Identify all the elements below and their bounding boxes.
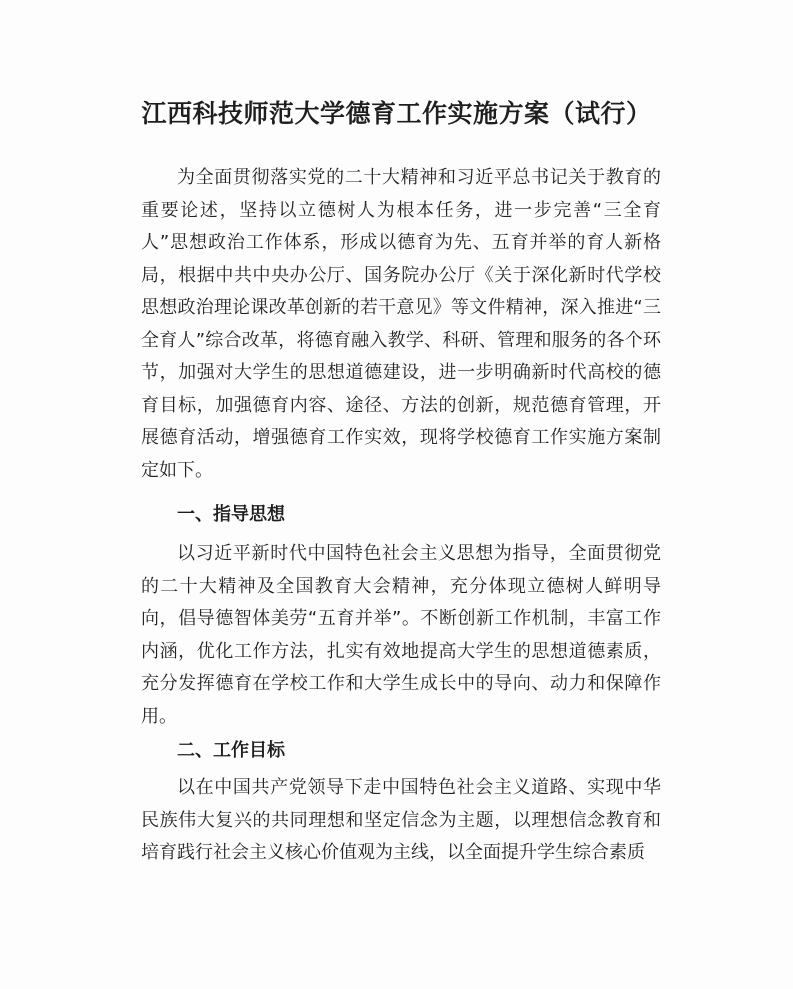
intro-paragraph: 为全面贯彻落实党的二十大精神和习近平总书记关于教育的重要论述，坚持以立德树人为根本任务，进一步完善“三全育人”思想政治工作体系，形成以德育为先、五育并举的育人新格局，根据中共中央办公厅、国务院办公厅《关于深化新时代学校思想政治理论课改革创新的若干意见》等文件精神，深入推进“三全育人”综合改革，将德育融入教学、科研、管理和服务的各个环节，加强对大学生的思想道德建设，进一步明确新时代高校的德育目标，加强德育内容、途径、方法的创新，规范德育管理，开展德育活动，增强德育工作实效，现将学校德育工作实施方案制定如下。 [141, 167, 661, 481]
document-title: 江西科技师范大学德育工作实施方案（试行） [141, 99, 652, 128]
section-paragraph-guiding-thought: 以习近平新时代中国特色社会主义思想为指导，全面贯彻党的二十大精神及全国教育大会精神，充分体现立德树人鲜明导向，倡导德智体美劳“五育并举”。不断创新工作机制，丰富工作内涵，优化工作方法，扎实有效地提高大学生的思想道德素质，充分发挥德育在学校工作和大学生成长中的导向、动力和保障作用。 [141, 543, 661, 727]
section-heading-guiding-thought: 一、指导思想 [177, 504, 285, 525]
section-paragraph-work-goals: 以在中国共产党领导下走中国特色社会主义道路、实现中华民族伟大复兴的共同理想和坚定信念为主题，以理想信念教育和培育践行社会主义核心价值观为主线，以全面提升学生综合素质 [141, 777, 661, 863]
section-heading-work-goals: 二、工作目标 [177, 740, 285, 761]
